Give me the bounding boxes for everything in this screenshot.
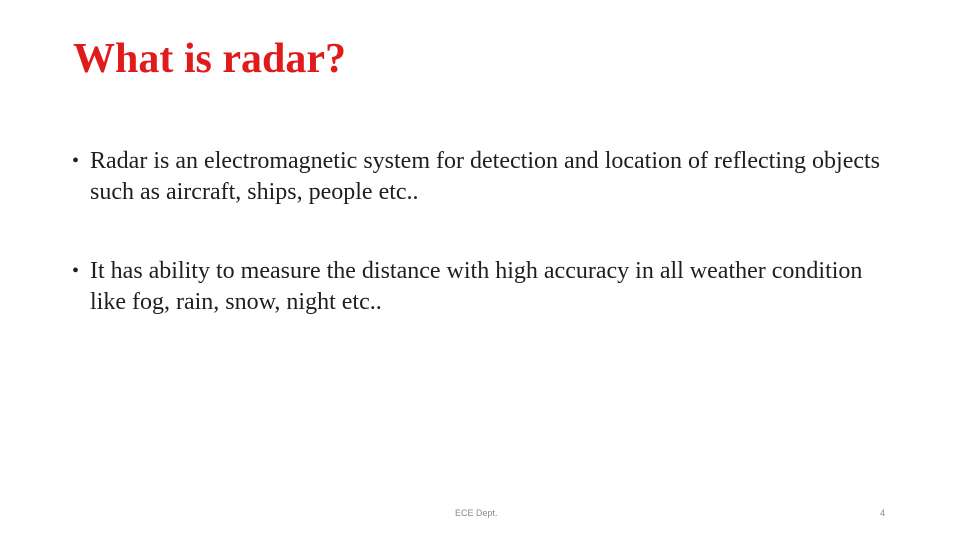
page-number: 4 — [880, 508, 886, 518]
bullet-text: Radar is an electromagnetic system for detection and location of reflecting objects such as aircraft, ships, people etc.. — [90, 148, 880, 205]
bullet-list — [72, 146, 880, 318]
bullet-item — [72, 256, 880, 318]
bullet-marker: • — [72, 150, 80, 172]
footer-department: ECE Dept. — [455, 508, 498, 518]
bullet-item — [72, 146, 880, 208]
slide-title: What is radar? — [73, 36, 346, 82]
bullet-text: It has ability to measure the distance with high accuracy in all weather condition like fog, rain, snow, night etc.. — [90, 258, 863, 315]
bullet-marker: • — [72, 260, 80, 282]
